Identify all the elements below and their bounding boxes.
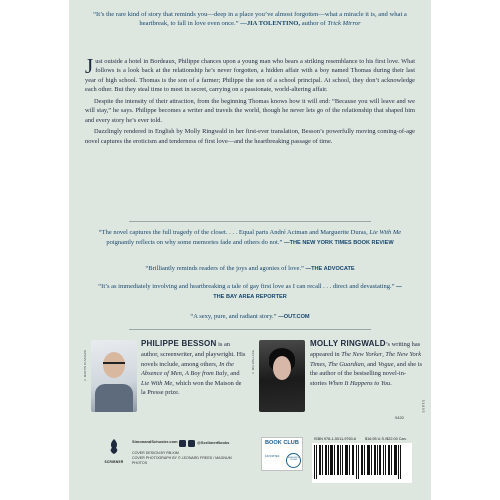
book-club-title: BOOK CLUB [265, 440, 299, 446]
name-suffix: ’s [385, 341, 390, 348]
book-club-badge [261, 437, 303, 471]
instagram-icon [188, 440, 195, 447]
divider [129, 221, 371, 222]
scribner-logo-icon [109, 439, 119, 454]
readers-guide-label: READER'S GUIDE [288, 457, 299, 462]
synopsis-text-1: ust outside a hotel in Bordeaux, Philippe chances upon a young man who bears a striking resemblance to his first love. What follows is a look back at the relationship he’s never forgotten, a hidden affair with a boy named Thomas during their last year of high school. Thomas is the son of a farmer; Philippe the son of a school principal. At school, they don’t acknowledge each other. But they steal time to meet in secret, carrying on a passionate, world-altering affair. [85, 58, 415, 94]
review-source: —THE BAY AREA REPORTER [213, 284, 402, 300]
bio-text: writing has appeared in [310, 341, 421, 358]
top-quote-source-book: Trick Mirror [327, 20, 361, 28]
publisher-handle: @ScribnerBooks [197, 440, 230, 445]
review-advocate [93, 264, 407, 274]
synopsis-paragraph-2: Despite the intensity of their attraction, from the beginning Thomas knows how it will end: “Because you will leave and we will stay,” he says. Philippe becomes a writer and travels the world, though he never lets go of the relationship that shaped him and every story he’s ever told. [85, 97, 415, 124]
bio-text-end: , which won the Maison de la Presse prize. [141, 379, 242, 397]
spine-price-code: 5 1 6 9 5 [421, 400, 425, 413]
separator: , and [227, 370, 240, 378]
author-photo-ringwald [259, 340, 305, 412]
photo-shirt [95, 384, 133, 412]
book-title: When It Happens to You [328, 379, 391, 387]
book-title: Lie With Me [141, 379, 173, 387]
isbn: ISBN 978-1-5011-9760-6 [314, 437, 357, 441]
bio-text-end: , and she is the author of the bestselling novel-in-stories [310, 360, 422, 387]
author-name: MOLLY RINGWALD [310, 339, 386, 348]
book-title: In the Absence of Men [141, 360, 234, 378]
author-bio-ringwald: MOLLY RINGWALD’s writing has appeared in The New Yorker, The New York Times, The Guardian, and Vogue, and she is the author of the bestselling novel-in-stories When It Happens to You. [310, 339, 422, 387]
photo-glasses [103, 362, 125, 369]
synopsis-paragraph-3: Dazzlingly rendered in English by Molly Ringwald in her first-ever translation, Besson’s powerfully moving coming-of-age novel captures the eroticism and tenderness of first love—and the heartbreaking passage of time. [85, 128, 415, 145]
review-text: “It’s as immediately involving and heartbreaking a tale of gay first love as I can recall . . . direct and devastating.” [98, 283, 395, 290]
divider [129, 329, 371, 330]
book-back-cover [69, 0, 431, 500]
review-source: —OUT.COM [278, 314, 310, 320]
book-title: A Boy from Italy [185, 370, 228, 378]
separator: , [181, 370, 184, 378]
synopsis [85, 54, 415, 148]
review-out [93, 312, 407, 322]
imprint-name: SCRIBNER [104, 460, 124, 464]
publication: Vogue [377, 360, 394, 368]
publisher-website: SimonandSchuster.com [132, 439, 178, 444]
facebook-icon [179, 440, 186, 447]
price: $16.95 U.S./$22.00 Can. [365, 437, 407, 441]
top-quote [89, 10, 411, 29]
synopsis-paragraph-1 [85, 54, 415, 95]
review-book-title: Lie With Me [369, 229, 402, 236]
cover-photo-credit: COVER PHOTOGRAPH BY © LEONARD FREED / MAGNUM PHOTOS [132, 456, 232, 465]
photo-credit: © MIA WALLACE [251, 350, 255, 376]
review-nytbr [93, 228, 407, 248]
author-photo-besson [91, 340, 137, 412]
author-name: PHILIPPE BESSON [141, 339, 217, 348]
cover-design-credit: COVER DESIGN BY RB-KIM [132, 451, 179, 455]
review-text: “A sexy, pure, and radiant story.” [190, 313, 277, 320]
review-source: —THE NEW YORK TIMES BOOK REVIEW [284, 239, 394, 246]
barcode-icon [312, 443, 412, 483]
photo-face [273, 356, 291, 380]
review-text-end: poignantly reflects on why some memories fade and others do not.” [106, 238, 283, 246]
review-bay-area-reporter [93, 282, 407, 302]
author-bio-besson [141, 338, 246, 398]
bio-text: is an author, screenwriter, and playwright. His novels include, among others, [141, 341, 246, 368]
review-text: “The novel captures the full tragedy of the closet. . . . Equal parts André Aciman and Marguerite Duras, [98, 229, 368, 236]
review-text: “Brilliantly reminds readers of the joys and agonies of love.” [145, 265, 304, 272]
publication: The New York Times [310, 351, 422, 368]
review-source: —THE ADVOCATE [305, 266, 355, 272]
book-club-subtitle: FAVORITES [265, 455, 280, 458]
photo-credit: © MARTIN OUVRARD [83, 350, 87, 383]
top-quote-text: “It’s the rare kind of story that reminds you—deep in a place you’ve almost forgotten—what a miracle it is, and what a heartbreak, to fall in love even once.” [93, 11, 407, 28]
top-quote-source: —JIA TOLENTINO, [240, 20, 301, 28]
publication: The Guardian [328, 360, 364, 368]
code-0420: 0420 [395, 415, 404, 420]
drop-cap: J [85, 54, 94, 78]
top-quote-source-suffix: author of [301, 20, 326, 28]
publication: The New Yorker [341, 351, 383, 358]
